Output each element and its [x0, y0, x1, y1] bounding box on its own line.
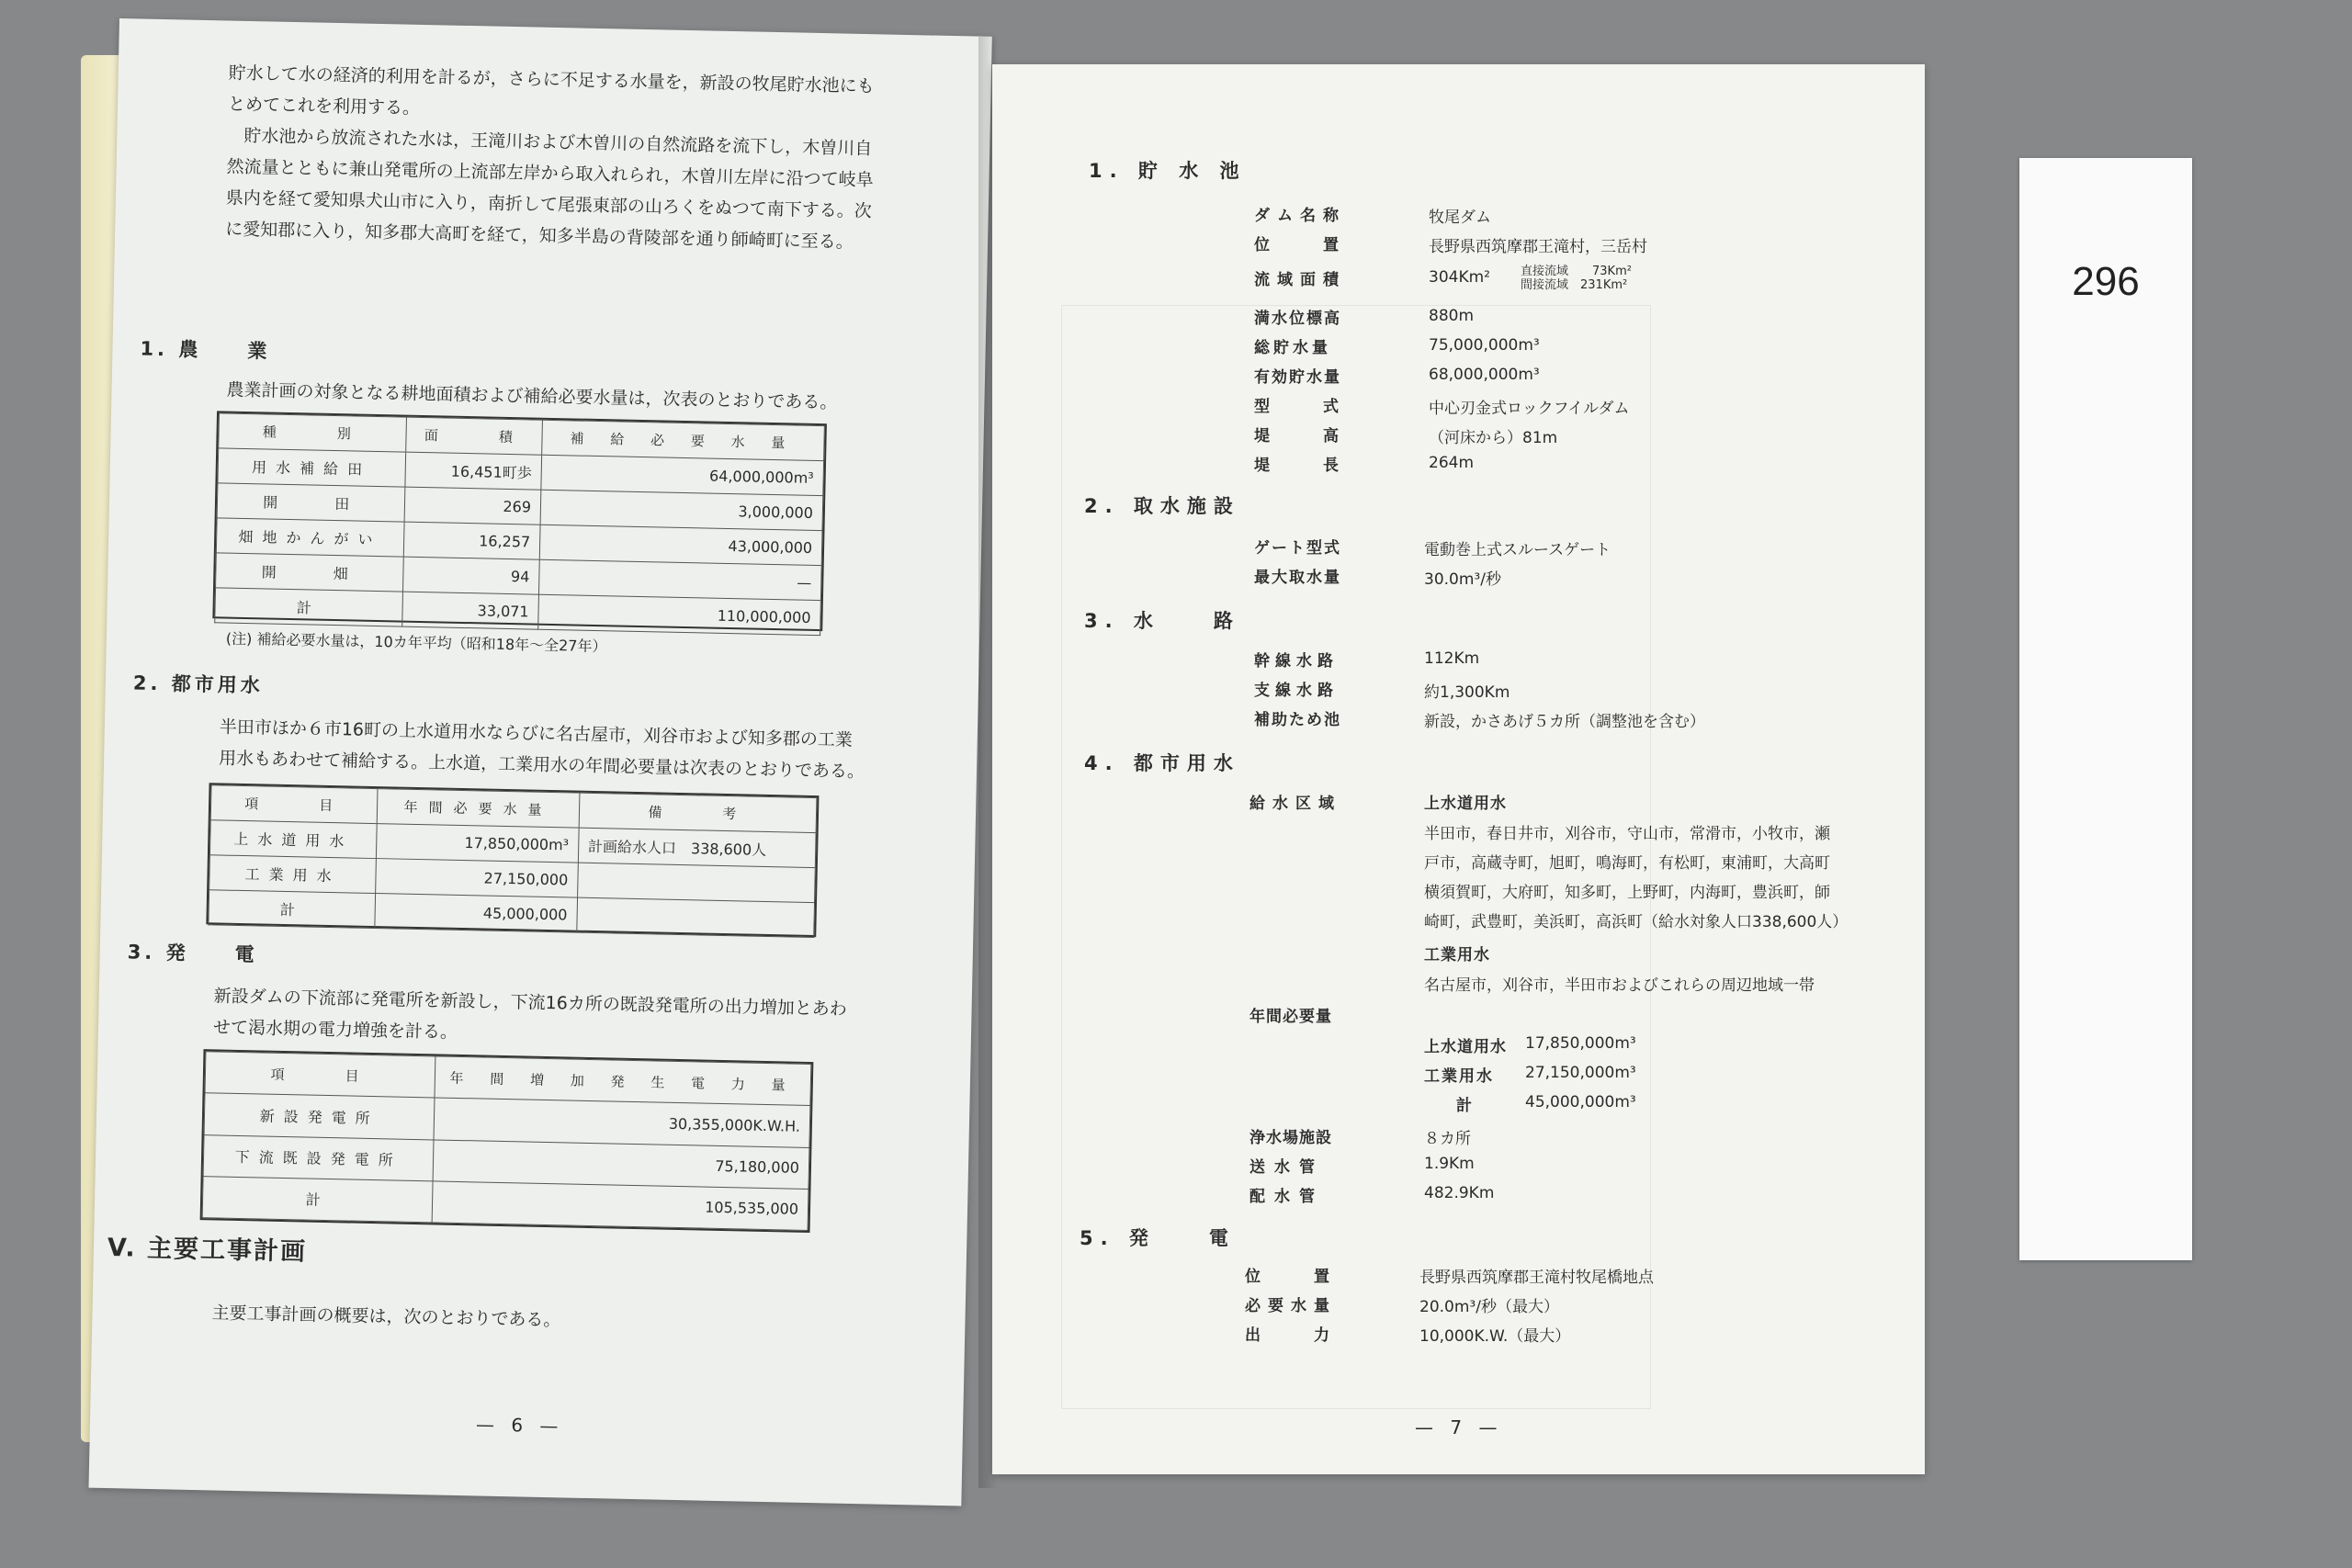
field-label: 総貯水量	[1254, 339, 1331, 357]
power-table	[200, 1049, 814, 1233]
field-value: 10,000K.W.（最大）	[1419, 1327, 1571, 1346]
field-label: 幹線水路	[1254, 652, 1339, 671]
section-text	[213, 980, 912, 1057]
section-text: 農業計画の対象となる耕地面積および補給必要水量は，次表のとおりである。	[226, 379, 838, 413]
text-line: 横須賀町，大府町，知多町，上野町，内海町，豊浜町，師	[1424, 884, 1830, 902]
table-cell	[577, 863, 815, 902]
table-cell: 17,850,000m³	[377, 824, 579, 863]
intro-line: 貯水池から放流された水は，王滝川および木曽川の自然流路を流下し，木曽川自	[243, 125, 873, 160]
field-value: 482.9Km	[1424, 1184, 1495, 1202]
table-header: 補 給 必 要 水 量	[542, 420, 825, 460]
field-label: 浄水場施設	[1250, 1129, 1332, 1147]
table-cell: 43,000,000	[539, 525, 822, 565]
intro-line: とめてこれを利用する。	[227, 94, 421, 118]
field-value: 17,850,000m³	[1525, 1034, 1636, 1053]
table-cell: 計	[209, 890, 376, 929]
table-header: 項 目	[205, 1052, 435, 1098]
table-cell: 開 田	[217, 483, 404, 522]
field-label: 給水区域	[1250, 795, 1341, 813]
section-text: 主要工事計画の概要は，次のとおりである。	[211, 1303, 561, 1331]
table-note: (注) 補給必要水量は，10カ年平均（昭和18年〜全27年）	[225, 629, 607, 656]
tag-number: 296	[2072, 259, 2140, 304]
field-value: 880m	[1429, 307, 1475, 325]
intro-line: 県内を経て愛知県犬山市に入り，南折して尾張東部の山ろくをぬつて南下する。次	[225, 187, 873, 222]
intro-paragraph	[225, 58, 964, 261]
field-label: 有効貯水量	[1254, 368, 1341, 387]
urban-water-table	[206, 783, 819, 937]
field-label: 堤 高	[1254, 427, 1346, 446]
table-cell: 畑地かんがい	[216, 518, 403, 557]
field-label: 工業用水	[1424, 1067, 1494, 1086]
field-label: 満水位標高	[1254, 310, 1341, 328]
field-label: 支線水路	[1254, 682, 1339, 700]
field-value: （河床から）81m	[1429, 429, 1558, 447]
field-value: 約1,300Km	[1424, 683, 1510, 702]
subvalue-line: 直接流域 73Km²	[1521, 265, 1632, 278]
table-cell: 計	[202, 1176, 433, 1222]
field-label: ダム名称	[1254, 207, 1346, 225]
field-value: 27,150,000m³	[1525, 1064, 1636, 1082]
table-cell: 64,000,000m³	[541, 455, 824, 495]
text-line: 崎町，武豊町，美浜町，高浜町（給水対象人口338,600人）	[1424, 913, 1849, 931]
field-value: 長野県西筑摩郡王滝村牧尾橋地点	[1419, 1269, 1654, 1287]
table-header: 項 目	[210, 785, 378, 824]
field-value: 264m	[1429, 454, 1475, 472]
table-cell: 用水補給田	[218, 448, 405, 487]
section-heading-power: 5. 発 電	[1080, 1227, 1236, 1249]
field-value: 電動巻上式スルースゲート	[1424, 541, 1611, 559]
table-cell: 30,355,000K.W.H.	[434, 1098, 809, 1147]
table-cell: 3,000,000	[540, 490, 823, 530]
intro-line: 貯水して水の経済的利用を計るが，さらに不足する水量を，新設の牧尾貯水池にも	[228, 62, 875, 97]
section-heading-reservoir: 1. 貯 水 池	[1089, 160, 1247, 182]
subvalue-line: 間接流域 231Km²	[1521, 278, 1628, 292]
supply-area-list	[1424, 819, 1902, 937]
section-heading-urban-water: 4. 都市用水	[1084, 752, 1240, 774]
section-heading-urban-water: 2. 都市用水	[132, 671, 264, 697]
field-value: 112Km	[1424, 649, 1480, 668]
table-cell: 110,000,000	[538, 594, 821, 635]
table-cell: 開 畑	[216, 553, 403, 592]
field-label: 上水道用水	[1424, 1038, 1507, 1056]
intro-line: 然流量とともに兼山発電所の上流部左岸から取入れられ，木曽川左岸に沿つて岐阜	[226, 156, 874, 191]
section-text	[219, 711, 918, 788]
text-line: 半田市，春日井市，刈谷市，守山市，常滑市，小牧市，瀬	[1424, 825, 1830, 843]
text-line: 戸市，高蔵寺町，旭町，鳴海町，有松町，東浦町，大高町	[1424, 854, 1830, 873]
field-value: 名古屋市，刈谷市，半田市およびこれらの周辺地域一帯	[1424, 976, 1815, 995]
left-page	[88, 18, 991, 1506]
subsection-label: 上水道用水	[1424, 795, 1507, 813]
table-cell	[577, 897, 815, 937]
field-label: 位 置	[1254, 236, 1346, 254]
field-label: 送水管	[1250, 1158, 1324, 1177]
section-heading-intake: 2. 取水施設	[1084, 495, 1240, 517]
field-label: 型 式	[1254, 398, 1346, 416]
table-cell: 下流既設発電所	[203, 1134, 434, 1180]
table-cell: 16,451町歩	[405, 452, 542, 490]
table-cell: 計画給水人口 338,600人	[578, 828, 816, 867]
table-cell: 33,071	[401, 592, 538, 629]
field-label: 最大取水量	[1254, 569, 1341, 587]
field-label: 位 置	[1245, 1268, 1337, 1286]
table-cell: 75,180,000	[433, 1139, 808, 1189]
page-number: — 7 —	[1415, 1416, 1503, 1438]
field-value: 牧尾ダム	[1429, 209, 1491, 227]
table-cell: 45,000,000	[375, 894, 577, 933]
agriculture-table	[212, 411, 827, 631]
field-label: 補助ため池	[1254, 711, 1341, 729]
table-header: 種 別	[219, 413, 406, 452]
right-page	[992, 64, 1925, 1474]
table-cell: 105,535,000	[433, 1181, 808, 1231]
field-label: 年間必要量	[1250, 1008, 1332, 1026]
field-label: ゲート型式	[1254, 539, 1341, 558]
text-line: 新設ダムの下流部に発電所を新設し，下流16カ所の既設発電所の出力増加とあわ	[213, 986, 847, 1020]
table-cell: 269	[404, 487, 541, 525]
table-header: 面 積	[405, 417, 542, 455]
field-value: ８カ所	[1424, 1130, 1471, 1148]
table-cell: 27,150,000	[376, 859, 578, 898]
field-value: 新設，かさあげ５カ所（調整池を含む）	[1424, 713, 1705, 731]
chapter-heading: V. 主要工事計画	[107, 1234, 308, 1267]
subsection-label: 工業用水	[1424, 946, 1490, 964]
field-label: 配水管	[1250, 1188, 1324, 1206]
table-cell: —	[538, 559, 821, 600]
intro-line: に愛知郡に入り，知多郡大高町を経て，知多半島の背陵部を通り師崎町に至る。	[224, 219, 854, 253]
section-heading-power: 3. 発 電	[127, 941, 258, 966]
table-header: 備 考	[579, 793, 817, 832]
text-line: せて渇水期の電力増強を計る。	[212, 1017, 458, 1043]
field-label: 堤 長	[1254, 457, 1346, 475]
field-value: 中心刃金式ロックフイルダム	[1429, 400, 1630, 418]
field-value: 75,000,000m³	[1429, 336, 1540, 355]
field-value: 1.9Km	[1424, 1155, 1475, 1173]
field-label: 流域面積	[1254, 271, 1346, 289]
field-value: 68,000,000m³	[1429, 366, 1540, 384]
table-cell: 94	[402, 557, 539, 594]
table-cell: 新設発電所	[204, 1093, 435, 1139]
text-line: 半田市ほか６市16町の上水道用水ならびに名古屋市，刈谷市および知多郡の工業	[219, 716, 854, 750]
field-subvalue	[1521, 265, 1632, 292]
field-label: 必要水量	[1245, 1297, 1337, 1315]
field-value: 304Km²	[1429, 268, 1490, 287]
section-heading-agriculture: 1. 農 業	[140, 337, 271, 363]
table-cell: 16,257	[403, 522, 540, 559]
table-header: 年間必要水量	[377, 789, 579, 829]
section-heading-canal: 3. 水 路	[1084, 610, 1240, 632]
table-cell: 計	[215, 588, 402, 626]
field-label: 出 力	[1245, 1326, 1337, 1345]
table-cell: 上水道用水	[209, 820, 377, 859]
page-number: — 6 —	[475, 1413, 564, 1438]
index-tag	[2019, 158, 2192, 1260]
text-line: 用水もあわせて補給する。上水道，工業用水の年間必要量は次表のとおりである。	[218, 748, 865, 783]
table-cell: 工業用水	[209, 855, 377, 894]
table-header: 年 間 増 加 発 生 電 力 量	[435, 1056, 810, 1106]
field-label: 計	[1456, 1097, 1479, 1115]
field-value: 20.0m³/秒（最大）	[1419, 1298, 1559, 1316]
field-value: 45,000,000m³	[1525, 1093, 1636, 1111]
field-value: 長野県西筑摩郡王滝村，三岳村	[1429, 238, 1647, 256]
field-value: 30.0m³/秒	[1424, 570, 1501, 589]
